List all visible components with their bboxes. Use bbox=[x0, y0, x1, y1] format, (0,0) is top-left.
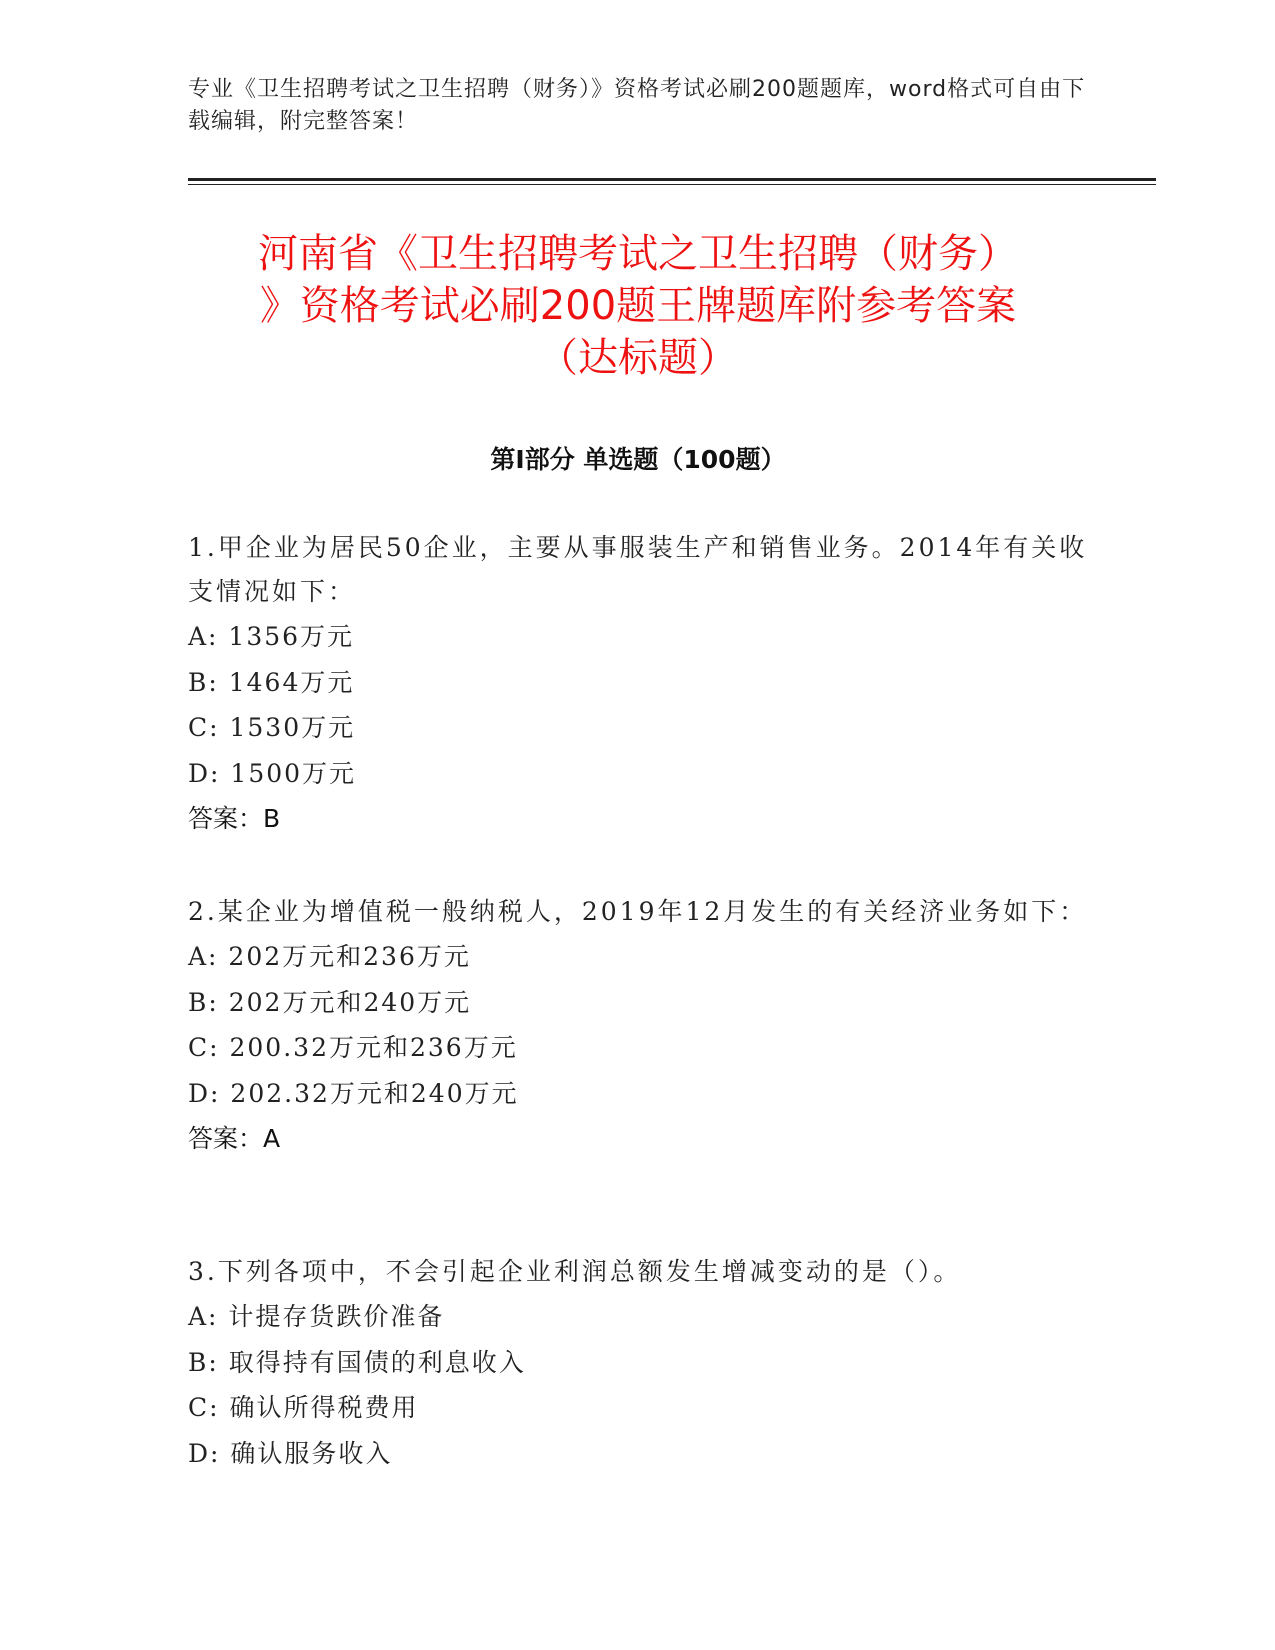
title-line-1: 河南省《卫生招聘考试之卫生招聘（财务） bbox=[258, 231, 1018, 277]
option-d: D: 确认服务收入 bbox=[188, 1438, 393, 1468]
option-d: D: 202.32万元和240万元 bbox=[188, 1078, 519, 1108]
option-c: C: 确认所得税费用 bbox=[188, 1393, 419, 1422]
document-title bbox=[188, 228, 1088, 384]
option-c: C: 1530万元 bbox=[188, 713, 356, 742]
header-divider-thick bbox=[188, 178, 1156, 181]
question-2 bbox=[188, 890, 1088, 1161]
option-b: B: 202万元和240万元 bbox=[188, 987, 472, 1017]
option-a: A: 202万元和236万元 bbox=[188, 942, 471, 971]
option-c: C: 200.32万元和236万元 bbox=[188, 1033, 518, 1062]
option-b: B: 取得持有国债的利息收入 bbox=[188, 1347, 526, 1377]
title-line-3: （达标题） bbox=[538, 335, 738, 381]
option-b: B: 1464万元 bbox=[188, 667, 355, 697]
answer: 答案：B bbox=[188, 804, 281, 833]
question-3 bbox=[188, 1250, 1088, 1476]
question-stem: 3.下列各项中，不会引起企业利润总额发生增减变动的是（）。 bbox=[188, 1257, 962, 1286]
question-stem: 1.甲企业为居民50企业，主要从事服装生产和销售业务。2014年有关收支情况如下： bbox=[188, 533, 1088, 606]
answer: 答案：A bbox=[188, 1124, 281, 1153]
section-title: 第Ⅰ部分 单选题（100题） bbox=[490, 445, 786, 474]
option-a: A: 计提存货跌价准备 bbox=[188, 1302, 445, 1331]
option-a: A: 1356万元 bbox=[188, 622, 355, 651]
header-divider-thin bbox=[188, 184, 1156, 185]
question-stem: 2.某企业为增值税一般纳税人，2019年12月发生的有关经济业务如下： bbox=[188, 897, 1088, 926]
option-d: D: 1500万元 bbox=[188, 758, 357, 788]
header-note: 专业《卫生招聘考试之卫生招聘（财务）》资格考试必刷200题题库，word格式可自由下载编辑，附完整答案！ bbox=[188, 77, 1086, 134]
question-1 bbox=[188, 526, 1088, 841]
title-line-2: 》资格考试必刷200题王牌题库附参考答案 bbox=[259, 283, 1017, 329]
